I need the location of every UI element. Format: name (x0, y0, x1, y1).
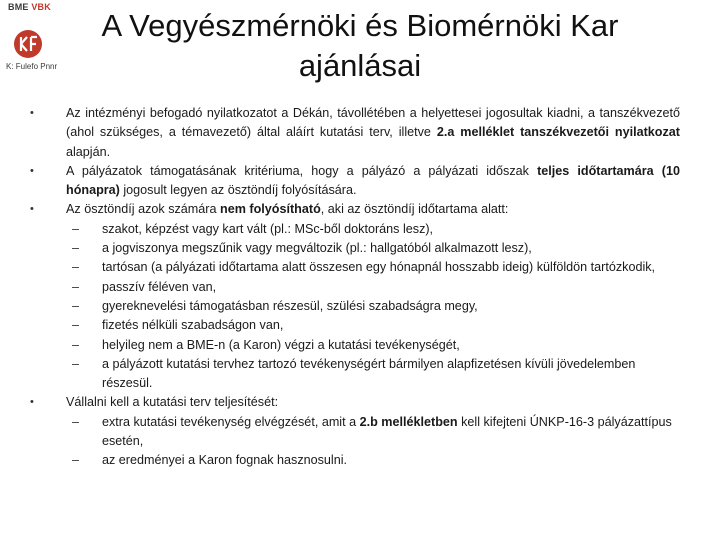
bullet-item (30, 200, 680, 219)
text-segment: , aki az ösztöndíj időtartama alatt: (320, 202, 509, 217)
logo-footer-text: K: Fulefo Pnnr (6, 62, 58, 71)
bullet-item (30, 162, 680, 201)
sub-bullet-text: a pályázott kutatási tervhez tartozó tevékenységért bármilyen alapfizetésen kívüli jövedelemben részesül. (102, 356, 636, 391)
dash-icon: – (72, 453, 80, 468)
sub-bullet-item (30, 413, 680, 452)
bullet-item (30, 104, 680, 162)
dash-icon: – (72, 318, 80, 333)
sub-bullet-item (30, 220, 680, 239)
text-segment: alapján. (66, 144, 111, 159)
bullet-list (30, 104, 680, 471)
sub-bullet-text: passzív féléven van, (102, 279, 217, 294)
dash-icon: – (72, 221, 80, 236)
text-segment: Az ösztöndíj azok számára (66, 202, 220, 217)
dash-icon: – (72, 298, 80, 313)
sub-bullet-text: a jogviszonya megszűnik vagy megváltozik (pl.: hallgatóból alkalmazott lesz), (102, 241, 532, 256)
bullet-dot-icon: • (30, 107, 34, 119)
sub-bullet-item (30, 336, 680, 355)
dash-icon: – (72, 241, 80, 256)
sub-bullet-text: helyileg nem a BME-n (a Karon) végzi a kutatási tevékenységét, (102, 337, 460, 352)
sub-bullet-text: gyereknevelési támogatásban részesül, szülési szabadságra megy, (102, 298, 478, 313)
bullet-item (30, 393, 680, 412)
sub-bullet-item (30, 316, 680, 335)
sub-bullet-item (30, 355, 680, 394)
bullet-dot-icon: • (30, 396, 34, 409)
dash-icon: – (72, 260, 80, 275)
dash-icon: – (72, 337, 80, 352)
sub-bullet-text: fizetés nélküli szabadságon van, (102, 318, 284, 333)
text-segment: Az intézményi befogadó nyilatkozatot a Dékán, távollétében a helyettesei jogosultak kiadni, a tanszékvezető (ahol szükséges, a témavezető) által aláírt kutatási terv, illetve (66, 106, 680, 140)
dash-icon: – (72, 356, 80, 371)
sub-bullet-text: tartósan (a pályázati időtartama alatt összesen egy hónapnál hosszabb ideig) külföldön tartózkodik, (102, 260, 656, 275)
bold-text: nem folyósítható (220, 202, 321, 217)
text-segment: az eredményei a Karon fognak hasznosulni. (102, 453, 348, 468)
logo-header-text (8, 2, 51, 12)
sub-bullet-item (30, 278, 680, 297)
logo-vbk-text: VBK (31, 2, 51, 12)
bold-text: teljes időtartamára (10 hónapra) (66, 163, 680, 198)
logo-emblem-icon (12, 28, 44, 60)
sub-bullet-text: szakot, képzést vagy kart vált (pl.: MSc-ből doktoráns lesz), (102, 221, 434, 236)
text-segment: kell kifejteni ÚNKP-16-3 pályázattípus esetén, (102, 414, 672, 449)
sub-bullet-item (30, 258, 680, 277)
text-segment: Vállalni kell a kutatási terv teljesítését: (66, 395, 279, 410)
faculty-logo (6, 2, 66, 70)
bullet-dot-icon: • (30, 164, 34, 177)
bold-text: 2.a melléklet tanszékvezetői nyilatkozat (436, 125, 680, 140)
dash-icon: – (72, 279, 80, 294)
sub-bullet-item (30, 297, 680, 316)
sub-bullet-item (30, 239, 680, 258)
text-segment: jogosult legyen az ösztöndíj folyósítására. (119, 183, 357, 198)
bullet-dot-icon: • (30, 203, 34, 216)
sub-bullet-item (30, 451, 680, 470)
text-segment: extra kutatási tevékenység elvégzését, amit a (102, 414, 360, 429)
text-segment: A pályázatok támogatásának kritériuma, hogy a pályázó a pályázati időszak (66, 163, 538, 178)
logo-bme-text: BME (8, 2, 29, 12)
page-title: A Vegyészmérnöki és Biomérnöki Kar ajánlásai (101, 8, 619, 83)
dash-icon: – (72, 414, 80, 429)
bold-text: 2.b mellékletben (359, 414, 458, 429)
